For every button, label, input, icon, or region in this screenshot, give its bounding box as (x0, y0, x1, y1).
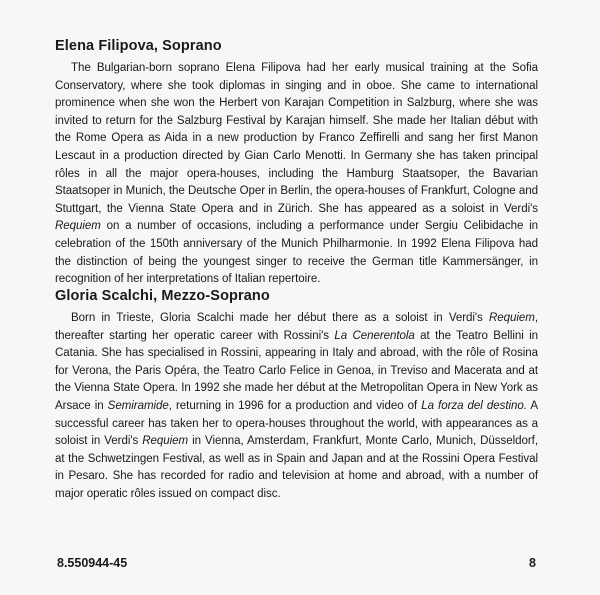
page-number: 8 (529, 556, 536, 570)
italic-title: La Cenerentola (334, 329, 415, 342)
italic-title: La forza del destino. (421, 399, 527, 412)
italic-title: Requiem (142, 435, 189, 448)
text-run: in Vienna, Amsterdam, Frankfurt, Monte Carlo, Munich, Düsseldorf, at the Schwetzingen Festival, as well as in Spain and Japan and at the Rossini Opera Festival in Pesaro. She has recorded for radio and television at home and abroad, with a number of major operatic rôles issued on compact disc. (55, 435, 538, 500)
text-run: A successful career has taken her to opera-houses throughout the world, with appearances as a soloist in Verdi's (55, 399, 538, 448)
italic-title: Semiramide (107, 399, 169, 412)
bio-body (55, 60, 538, 289)
bio-heading: Gloria Scalchi, Mezzo-Soprano (55, 288, 270, 304)
bio-heading: Elena Filipova, Soprano (55, 38, 222, 54)
catalogue-number: 8.550944-45 (57, 556, 128, 570)
text-run: , returning in 1996 for a production and video of (168, 399, 422, 412)
bio-elena-filipova (55, 37, 538, 289)
text-run: Born in Trieste, Gloria Scalchi made her début there as a soloist in Verdi's (71, 312, 489, 324)
bio-body (55, 310, 538, 504)
bio-gloria-scalchi (55, 287, 538, 504)
text-run: , thereafter starting her operatic career with Rossini's (55, 312, 538, 342)
text-run: on a number of occasions, including a performance under Sergiu Celibidache in celebration of the 150th anniversary of the Munich Philharmonie. In 1992 Elena Filipova had the distinction of being the youngest singer to receive the German title Kammersänger, in recognition of her interpretations of Italian repertoire. (55, 220, 538, 286)
text-run: at the Teatro Bellini in Catania. She has specialised in Rossini, appearing in Italy and abroad, with the rôle of Rosina for Verona, the Paris Opéra, the Teatro Carlo Felice in Genoa, in Treviso and Macerata and at the Vienna State Opera. In 1992 she made her début at the Metropolitan Opera in New York as Arsace in (55, 329, 539, 412)
italic-title: Requiem (55, 220, 101, 233)
text-run: The Bulgarian-born soprano Elena Filipova had her early musical training at the Sofia Conservatory, where she took diplomas in singing and in oboe. She came to international prominence when she won the Herbert von Karajan Competition in Salzburg, where she was invited to return for the Salzburg Festival by Karajan himself. She made her Italian début with the Rome Opera as Aida in a new production by Franco Zeffirelli and sang her first Manon Lescaut in a production directed by Gian Carlo Menotti. In Germany she has taken principal rôles in all the major opera-houses, including the Hamburg Staatsoper, the Bavarian Staatsoper in Munich, the Deutsche Oper in Berlin, the opera-houses of Frankfurt, Cologne and Stuttgart, the Vienna State Opera and in Zürich. She has appeared as a soloist in Verdi's (55, 62, 538, 215)
italic-title: Requiem (488, 312, 535, 324)
